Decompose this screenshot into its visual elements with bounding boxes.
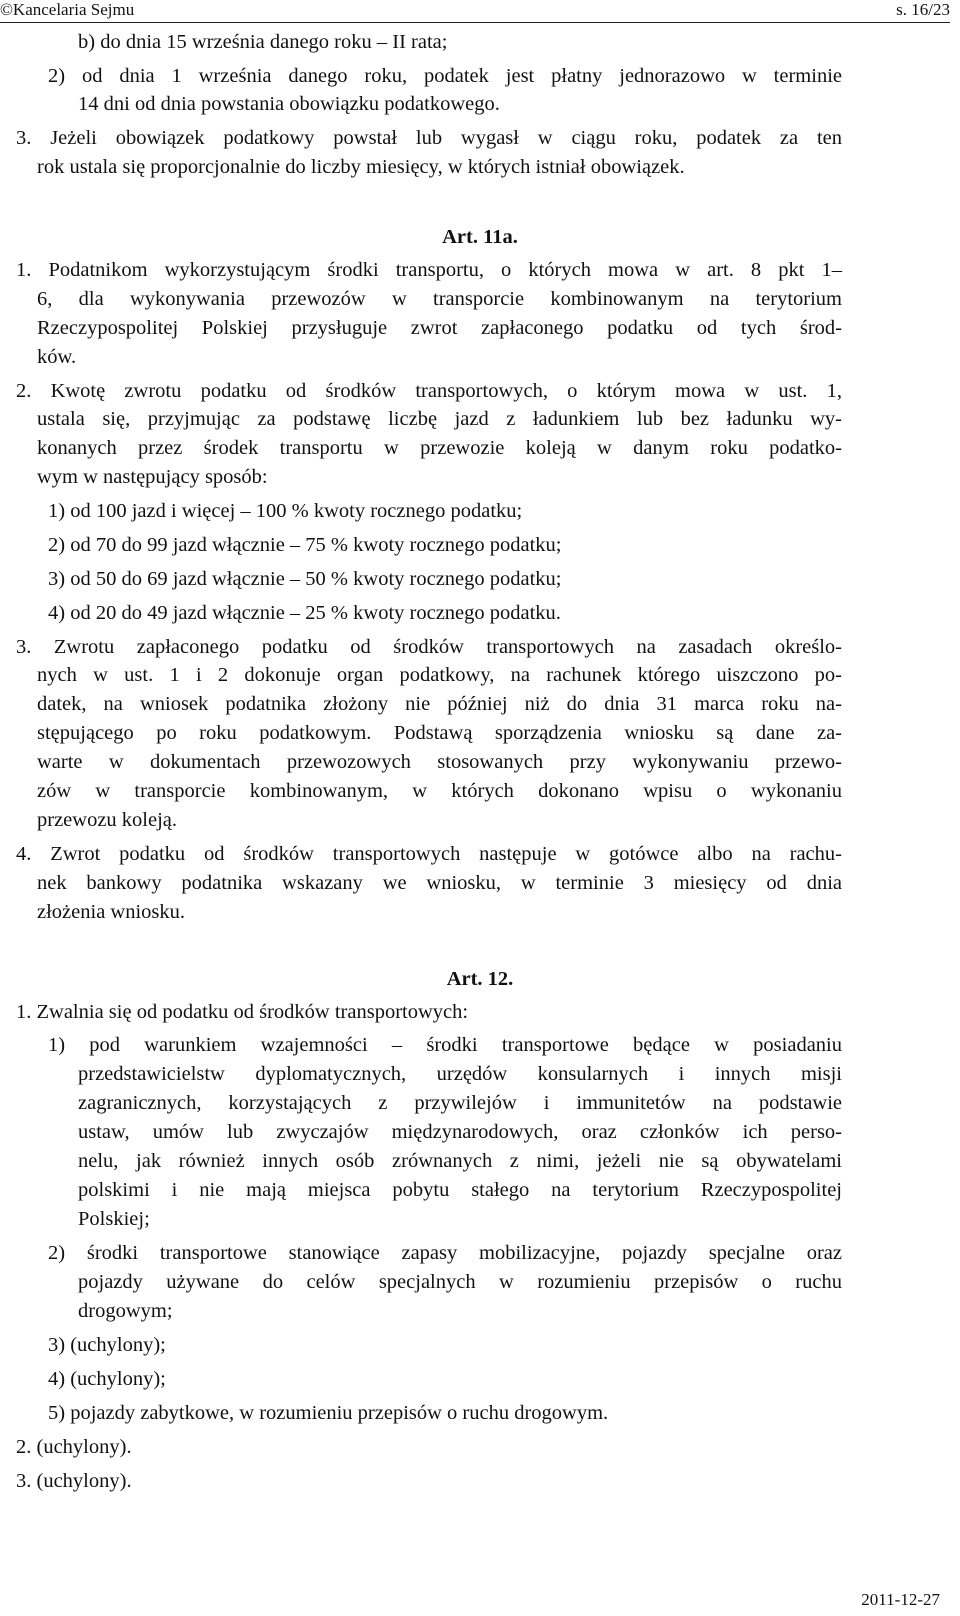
copyright-label: ©Kancelaria Sejmu [0, 0, 135, 19]
text-line: datek, na wniosek podatnika złożony nie później niż do dnia 31 marca roku na- [37, 693, 842, 715]
text-line: konanych przez środek transportu w przewozie koleją w danym roku podatko- [37, 437, 842, 459]
text-line: 2) od dnia 1 września danego roku, podatek jest płatny jednorazowo w terminie [48, 65, 842, 87]
text-line: przewozu koleją. [37, 809, 178, 831]
text-line: złożenia wniosku. [37, 901, 186, 923]
text-line: nek bankowy podatnika wskazany we wniosku, w terminie 3 miesięcy od dnia [37, 872, 842, 894]
text-line: drogowym; [78, 1300, 173, 1322]
list-item: 2) środki transportowe stanowiące zapasy mobilizacyjne, pojazdy specjalne oraz [48, 1242, 842, 1264]
text-line: 2. (uchylony). [16, 1436, 132, 1458]
text-line: 14 dni od dnia powstania obowiązku podatkowego. [78, 93, 500, 115]
text-line: rok ustala się proporcjonalnie do liczby miesięcy, w których istniał obowiązek. [37, 156, 685, 178]
text-line: 1. Podatnikom wykorzystującym środki transportu, o których mowa w art. 8 pkt 1– [16, 259, 842, 281]
text-line: zagranicznych, korzystających z przywilejów i immunitetów na podstawie [78, 1092, 842, 1114]
article-heading: Art. 11a. [442, 226, 518, 248]
text-line: ustaw, umów lub zwyczajów międzynarodowych, oraz członków ich perso- [78, 1121, 842, 1143]
text-line: ustala się, przyjmując za podstawę liczbę jazd z ładunkiem lub bez ładunku wy- [37, 408, 842, 430]
list-item: 3) od 50 do 69 jazd włącznie – 50 % kwoty rocznego podatku; [48, 568, 562, 590]
list-item: 5) pojazdy zabytkowe, w rozumieniu przepisów o ruchu drogowym. [48, 1402, 609, 1424]
article-heading: Art. 12. [446, 968, 514, 990]
text-line: 3. Zwrotu zapłaconego podatku od środków transportowych na zasadach określo- [16, 636, 842, 658]
text-line: stępującego po roku podatkowym. Podstawą sporządzenia wniosku są dane za- [37, 722, 842, 744]
text-line: 6, dla wykonywania przewozów w transporcie kombinowanym na terytorium [37, 288, 842, 310]
list-item: 2) od 70 do 99 jazd włącznie – 75 % kwoty rocznego podatku; [48, 534, 562, 556]
footer-date: 2011-12-27 [861, 1590, 940, 1609]
text-line: 3. Jeżeli obowiązek podatkowy powstał lub wygasł w ciągu roku, podatek za ten [16, 127, 842, 149]
text-line: nych w ust. 1 i 2 dokonuje organ podatkowy, na rachunek którego uiszczono po- [37, 664, 842, 686]
list-item: 1) od 100 jazd i więcej – 100 % kwoty rocznego podatku; [48, 500, 523, 522]
text-line: pojazdy używane do celów specjalnych w rozumieniu przepisów o ruchu [78, 1271, 842, 1293]
text-line: Rzeczypospolitej Polskiej przysługuje zwrot zapłaconego podatku od tych środ- [37, 317, 842, 339]
text-line: b) do dnia 15 września danego roku – II rata; [78, 31, 448, 53]
text-line: przedstawicielstw dyplomatycznych, urzędów konsularnych i innych misji [78, 1063, 842, 1085]
text-line: wym w następujący sposób: [37, 466, 268, 488]
text-line: 2. Kwotę zwrotu podatku od środków transportowych, o którym mowa w ust. 1, [16, 380, 842, 402]
text-line: Polskiej; [78, 1208, 150, 1230]
text-line: 4. Zwrot podatku od środków transportowych następuje w gotówce albo na rachu- [16, 843, 842, 865]
text-line: polskimi i nie mają miejsca pobytu stałego na terytorium Rzeczypospolitej [78, 1179, 842, 1201]
text-line: 3. (uchylony). [16, 1470, 132, 1492]
text-line: nelu, jak również innych osób zrównanych z nimi, jeżeli nie są obywatelami [78, 1150, 842, 1172]
text-line: warte w dokumentach przewozowych stosowanych przy wykonywaniu przewo- [37, 751, 842, 773]
list-item: 1) pod warunkiem wzajemności – środki transportowe będące w posiadaniu [48, 1034, 842, 1056]
list-item: 3) (uchylony); [48, 1334, 166, 1356]
list-item: 4) od 20 do 49 jazd włącznie – 25 % kwoty rocznego podatku. [48, 602, 561, 624]
text-line: zów w transporcie kombinowanym, w których dokonano wpisu o wykonaniu [37, 780, 842, 802]
list-item: 4) (uchylony); [48, 1368, 166, 1390]
text-line: ków. [37, 346, 77, 368]
page-number: s. 16/23 [896, 0, 950, 19]
text-line: 1. Zwalnia się od podatku od środków transportowych: [16, 1001, 469, 1023]
